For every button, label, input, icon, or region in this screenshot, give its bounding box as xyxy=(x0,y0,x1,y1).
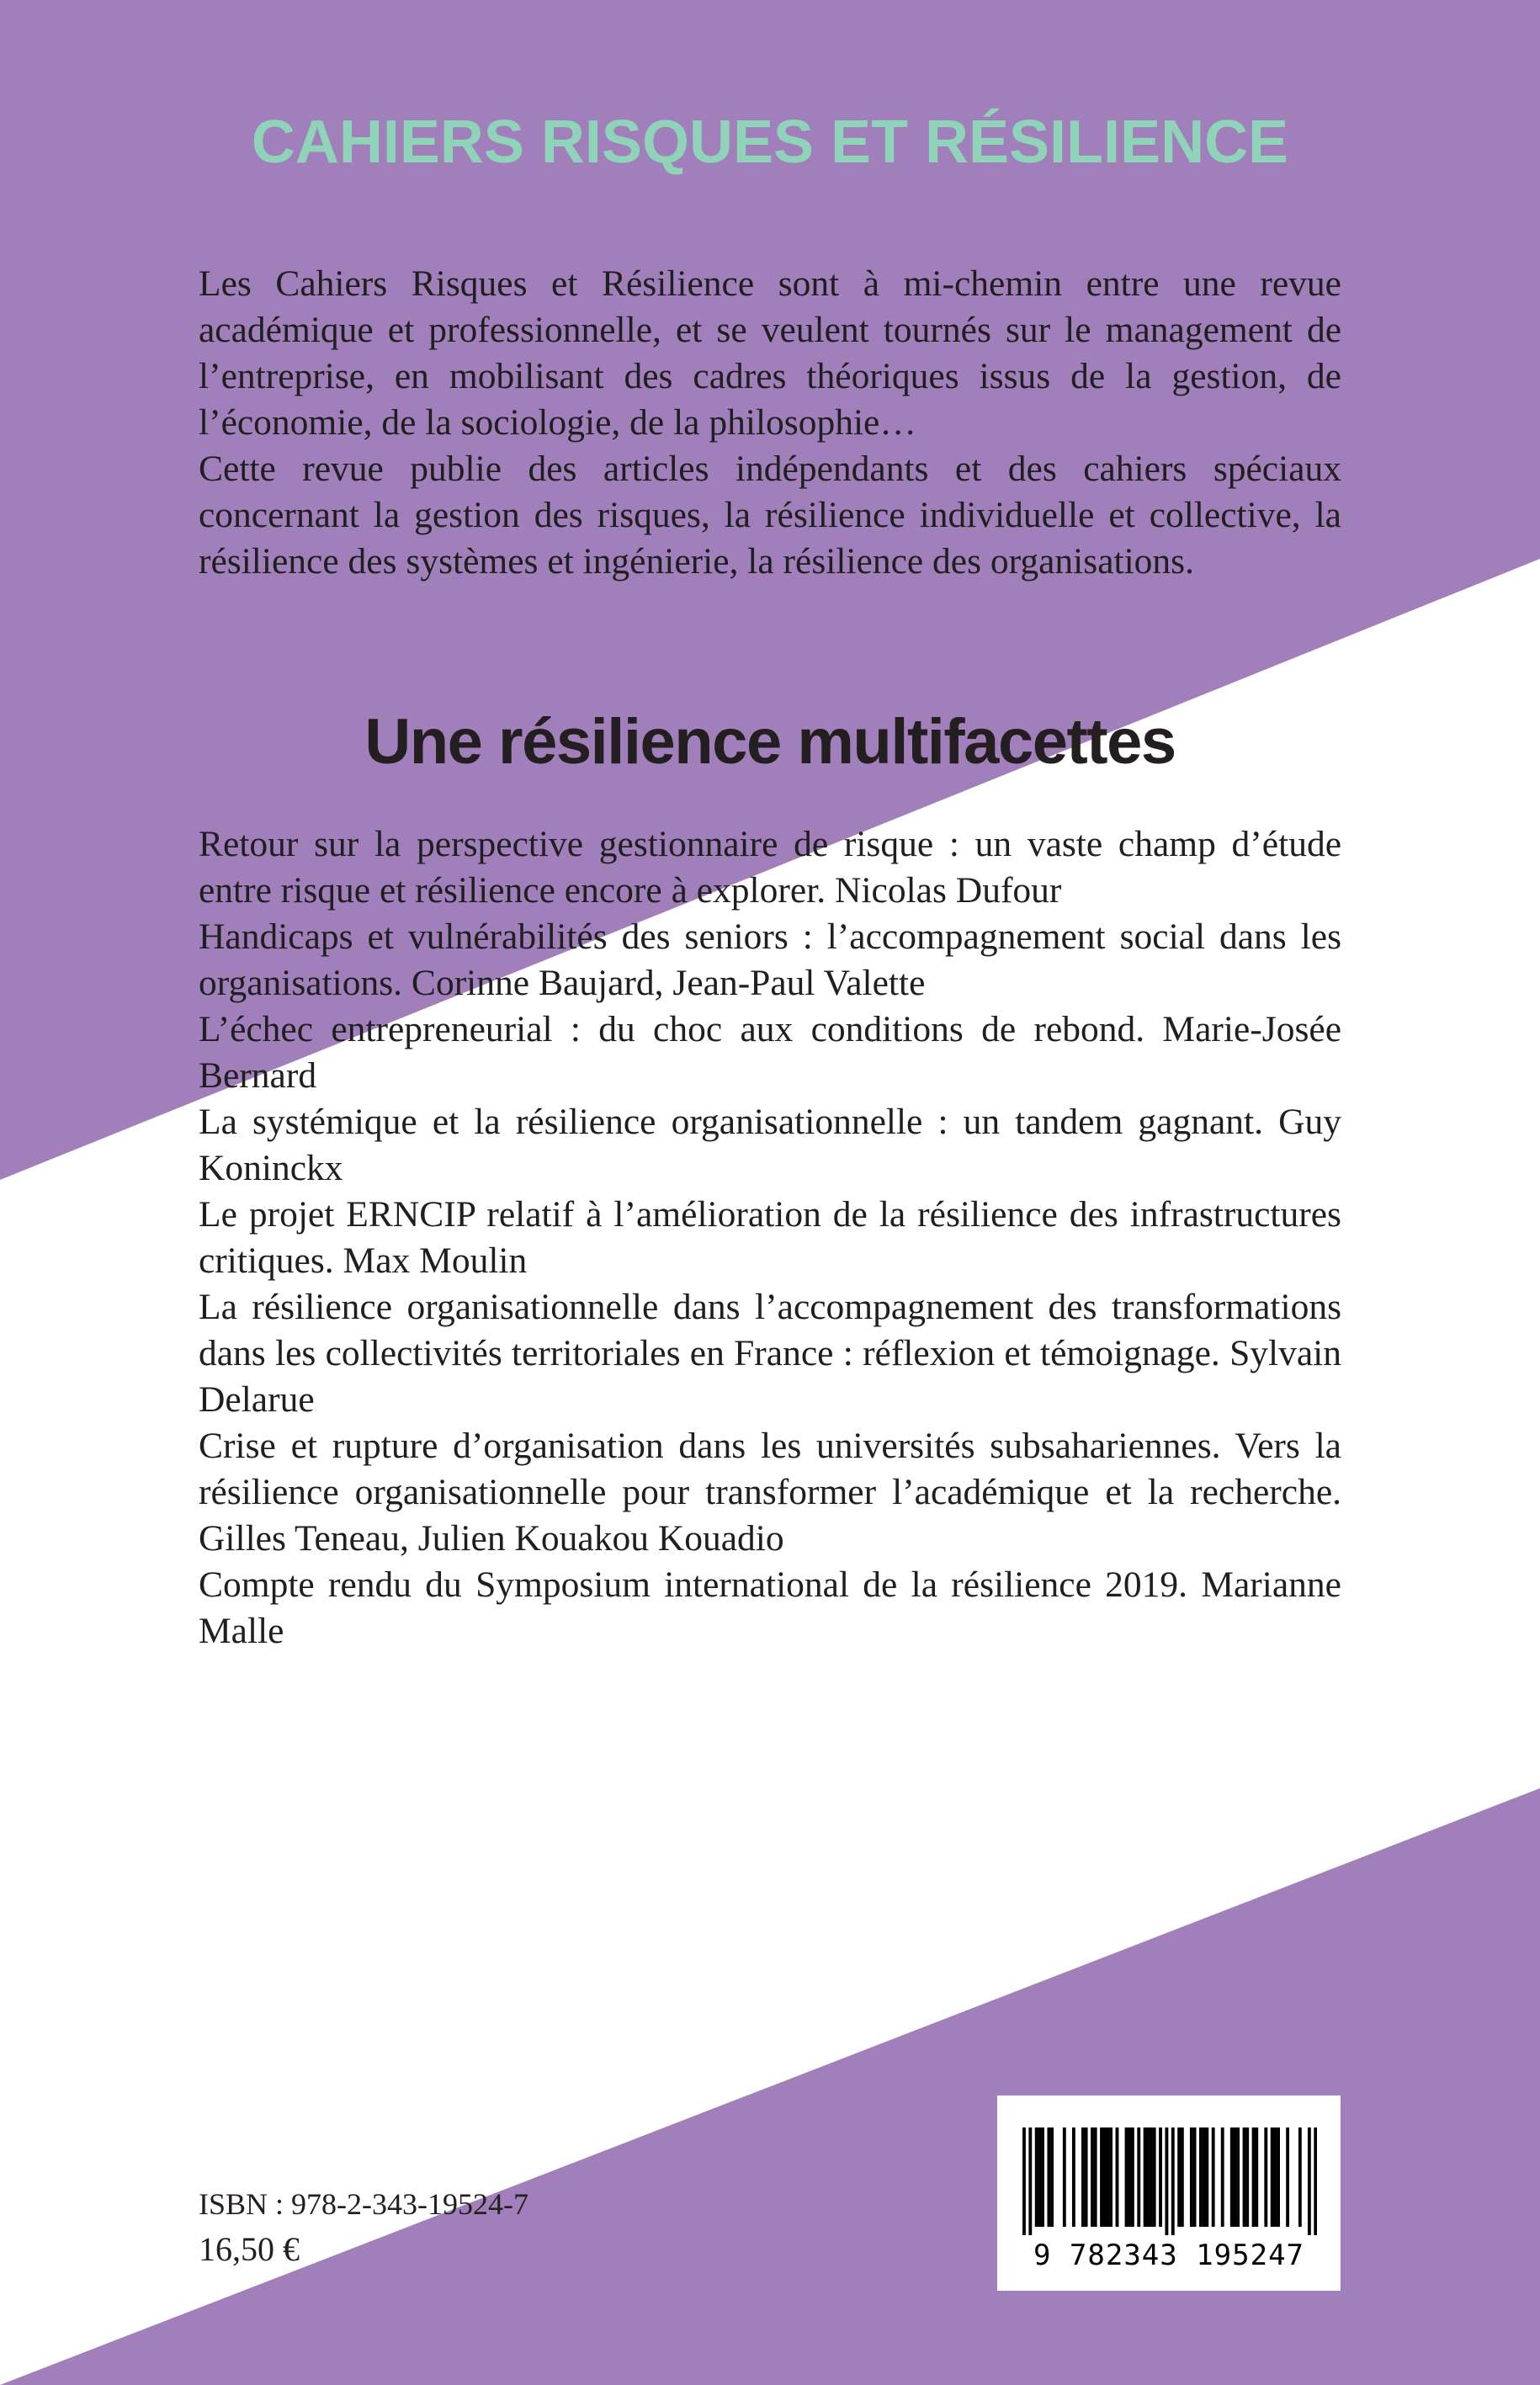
barcode-bar xyxy=(1273,2127,1277,2227)
barcode-bar xyxy=(1153,2127,1156,2227)
barcode-bar xyxy=(1245,2127,1249,2227)
barcode-bar xyxy=(1072,2127,1075,2227)
barcode-bar xyxy=(1106,2127,1109,2227)
barcode-bar xyxy=(1177,2127,1181,2227)
toc-entry: Crise et rupture d’organisation dans les universités subsahariennes. Vers la résilience organisationnelle pour transformer l’académique et la recherche. Gilles Teneau, Julien Kouakou Kouadio xyxy=(199,1426,1341,1559)
barcode-bar xyxy=(1022,2127,1026,2235)
barcode-bar xyxy=(1230,2127,1234,2227)
intro-text xyxy=(199,261,1341,585)
barcode-bar xyxy=(1103,2127,1107,2227)
barcode-panel xyxy=(997,2096,1341,2291)
barcode-bar xyxy=(1286,2127,1289,2227)
intro-paragraph: Les Cahiers Risques et Résilience sont à mi-chemin entre une revue académique et professionnelle, et se veulent tournés sur le management de l’entreprise, en mobilisant des cadres théoriques issus de la gestion, de l’économie, de la sociologie, de la philosophie… xyxy=(199,263,1341,443)
barcode-digits: 9 782343 195247 xyxy=(1033,2239,1305,2272)
barcode-bar xyxy=(1181,2127,1184,2227)
barcode-bar xyxy=(1091,2127,1094,2227)
barcode-bar xyxy=(1085,2127,1088,2227)
toc-entry: La systémique et la résilience organisationnelle : un tandem gagnant. Guy Koninckx xyxy=(199,1102,1341,1188)
barcode-bar xyxy=(1128,2127,1131,2227)
toc-entry: Handicaps et vulnérabilités des seniors : l’accompagnement social dans les organisations. Corinne Baujard, Jean-Paul Valette xyxy=(199,916,1341,1003)
toc-entry: Le projet ERNCIP relatif à l’amélioration de la résilience des infrastructures critiques. Max Moulin xyxy=(199,1194,1341,1281)
barcode-bar xyxy=(1144,2127,1147,2227)
toc-entry: L’échec entrepreneurial : du choc aux conditions de rebond. Marie-Josée Bernard xyxy=(199,1009,1341,1096)
intro-paragraph: Cette revue publie des articles indépendants et des cahiers spéciaux concernant la gestion des risques, la résilience individuelle et collective, la résilience des systèmes et ingénierie, la résilience des organisations. xyxy=(199,449,1341,582)
barcode-bar xyxy=(1137,2127,1140,2227)
barcode-bar xyxy=(1131,2127,1134,2227)
barcode-bar xyxy=(1308,2127,1311,2235)
barcode-bar xyxy=(1171,2127,1175,2235)
toc-entry: La résilience organisationnelle dans l’accompagnement des transformations dans les collectivités territoriales en France : réflexion et témoignage. Sylvain Delarue xyxy=(199,1287,1341,1420)
barcode-bar xyxy=(1212,2127,1215,2227)
table-of-contents xyxy=(199,821,1341,1655)
barcode-bar xyxy=(1264,2127,1267,2227)
barcode-bar xyxy=(1038,2127,1041,2227)
barcode-bar xyxy=(1165,2127,1168,2235)
issue-title: Une résilience multifacettes xyxy=(364,706,1176,778)
barcode-bar xyxy=(1271,2127,1274,2227)
barcode-bar xyxy=(1221,2127,1224,2227)
barcode-bar xyxy=(1203,2127,1206,2227)
barcode-bar xyxy=(1314,2127,1317,2235)
barcode-bar xyxy=(1199,2127,1203,2227)
barcode-bar xyxy=(1252,2127,1256,2227)
toc-entry: Compte rendu du Symposium international de la résilience 2019. Marianne Malle xyxy=(199,1564,1341,1651)
isbn: ISBN : 978-2-343-19524-7 xyxy=(199,2187,528,2221)
series-title: CAHIERS RISQUES ET RÉSILIENCE xyxy=(251,109,1289,176)
barcode-bar xyxy=(1243,2127,1246,2227)
barcode-bar xyxy=(1125,2127,1128,2227)
barcode-bar xyxy=(1047,2127,1050,2227)
barcode-bar xyxy=(1234,2127,1237,2227)
barcode-bar xyxy=(1109,2127,1113,2227)
barcode-bar xyxy=(1100,2127,1103,2227)
barcode-bar xyxy=(1298,2127,1302,2227)
barcode-bar xyxy=(1081,2127,1085,2227)
barcode-bar xyxy=(1050,2127,1054,2227)
barcode-bar xyxy=(1205,2127,1208,2227)
barcode-bar xyxy=(1028,2127,1032,2235)
barcode-bar xyxy=(1150,2127,1153,2227)
barcode-bar xyxy=(1193,2127,1197,2227)
barcode-bar xyxy=(1190,2127,1193,2227)
barcode-bar xyxy=(1159,2127,1162,2227)
price: 16,50 € xyxy=(199,2230,300,2268)
barcode-bar xyxy=(1146,2127,1150,2227)
barcode-bar xyxy=(1041,2127,1044,2227)
barcode-bar xyxy=(1116,2127,1119,2227)
barcode-bar xyxy=(1063,2127,1066,2227)
barcode-bar xyxy=(1035,2127,1038,2227)
barcode-bar xyxy=(1236,2127,1240,2227)
toc-entry: Retour sur la perspective gestionnaire de risque : un vaste champ d’étude entre risque et résilience encore à explorer. Nicolas Dufour xyxy=(199,824,1341,911)
barcode-icon xyxy=(1022,2127,1317,2235)
barcode-bar xyxy=(1277,2127,1280,2227)
barcode-bar xyxy=(1094,2127,1097,2227)
barcode-bar xyxy=(1255,2127,1258,2227)
